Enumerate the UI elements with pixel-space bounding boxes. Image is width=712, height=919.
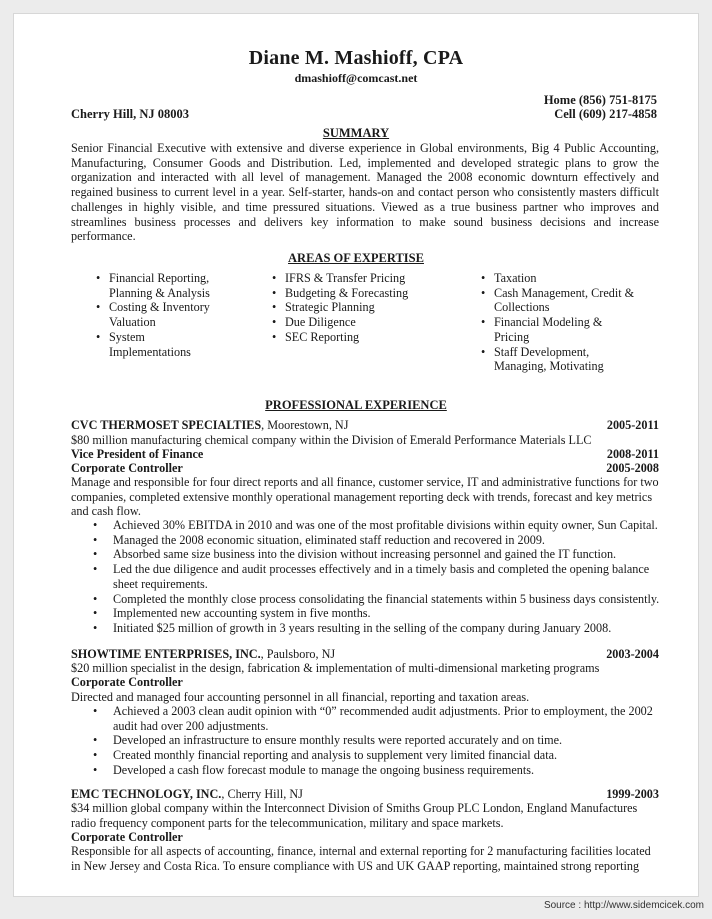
company-name: CVC THERMOSET SPECIALTIES [71, 418, 262, 432]
expertise-item: • Cash Management, Credit & Collections [481, 286, 639, 315]
company-description: $34 million global company within the Interconnect Division of Smiths Group PLC London, England Manufactures radio frequency component parts for the telecommunication, military and space markets. [71, 801, 638, 830]
job-years: 2005-2011 [606, 418, 659, 432]
expertise-item: • IFRS & Transfer Pricing [272, 271, 452, 286]
job-header [71, 418, 659, 433]
company-name: SHOWTIME ENTERPRISES, INC. [71, 647, 261, 661]
job-header [71, 787, 659, 802]
home-phone: Home (856) 751-8175 [543, 93, 657, 107]
job-responsibilities: Manage and responsible for four direct reports and all finance, customer service, IT and administrative functions for two companies, completed extensive monthly operational management reporting deck with trends, forecast and key metrics and cash flow. [71, 475, 659, 519]
job-responsibilities: Responsible for all aspects of accounting, finance, internal and external reporting for 2 manufacturing facilities located in New Jersey and Costa Rica. To ensure compliance with US and UK GAAP reporting, maintained strong reporting [71, 844, 651, 873]
achievement-item: • Completed the monthly close process consolidating the financial statements within 5 business days consistently. [93, 591, 660, 606]
email-address: dmashioff@comcast.net [294, 71, 418, 85]
company-name: EMC TECHNOLOGY, INC. [71, 787, 222, 801]
candidate-name: Diane M. Mashioff, CPA [248, 47, 464, 69]
expertise-item: • Staff Development, Managing, Motivating [481, 345, 639, 374]
expertise-item: • Costing & Inventory Valuation [96, 300, 226, 329]
achievement-item: • Initiated $25 million of growth in 3 years resulting in the selling of the company during January 2008. [93, 620, 612, 635]
role-line [71, 675, 659, 690]
expertise-item: • Due Diligence [272, 315, 452, 330]
role-title: Corporate Controller [71, 461, 183, 475]
job-years: 1999-2003 [606, 787, 659, 801]
achievement-item: • Achieved 30% EBITDA in 2010 and was one of the most profitable divisions within equity owner, Sun Capital. [93, 518, 658, 532]
role-title: Corporate Controller [71, 675, 183, 689]
resume-page [14, 14, 698, 896]
expertise-column-2 [272, 271, 452, 345]
role-title: Vice President of Finance [71, 447, 204, 461]
achievement-item: • Implemented new accounting system in five months. [93, 606, 371, 621]
expertise-item: • Financial Reporting, Planning & Analysis [96, 271, 226, 300]
job-years: 2003-2004 [606, 647, 659, 661]
role-years: 2005-2008 [606, 461, 659, 475]
expertise-item: • Financial Modeling & Pricing [481, 315, 639, 344]
role-line [71, 830, 659, 845]
summary-text: Senior Financial Executive with extensive and diverse experience in Global environments, Big 4 Public Accounting, Manufacturing, Consumer Goods and Distribution. Led, implemented and developed strategic plans to grow the organization and interacted with all level of management. Managed the 2008 economic downturn effectively and regained business to current level in a year. Self-starter, hands-on and contact person who consistently masters difficult challenges in highly visible, and time pressured situations. Viewed as a true business partner who improves and streamlines business processes and delivers key information to make sound business decisions and increase performance. [71, 141, 659, 244]
source-credit: Source : http://www.sidemcicek.com [543, 900, 704, 911]
achievement-list [93, 704, 665, 778]
role-line [71, 447, 659, 462]
achievement-item: • Developed an infrastructure to ensure monthly results were reported accurately and on time. [93, 733, 563, 748]
expertise-column-1 [96, 271, 226, 359]
job-header [71, 647, 659, 662]
achievement-item: • Achieved a 2003 clean audit opinion with “0” recommended audit adjustments. Prior to employment, the 2002 audit had over 200 adjustments. [93, 704, 653, 733]
expertise-item: • Budgeting & Forecasting [272, 286, 452, 301]
summary-heading: SUMMARY [322, 126, 390, 140]
expertise-item: • System Implementations [96, 330, 226, 359]
expertise-column-3 [481, 271, 639, 374]
city-address: Cherry Hill, NJ 08003 [71, 107, 190, 121]
achievement-item: • Absorbed same size business into the division without increasing personnel and gained the IT function. [93, 547, 617, 562]
achievement-item: • Managed the 2008 economic situation, eliminated staff reduction and recovered in 2009. [93, 532, 545, 547]
cell-phone: Cell (609) 217-4858 [554, 107, 657, 121]
achievement-item: • Led the due diligence and audit processes effectively and in a timely basis and completed the opening balance sheet requirements. [93, 562, 650, 591]
role-line [71, 461, 659, 476]
role-years: 2008-2011 [606, 447, 659, 461]
company-location: , Paulsboro, NJ [260, 647, 336, 661]
experience-heading: PROFESSIONAL EXPERIENCE [265, 398, 447, 412]
achievement-item: • Developed a cash flow forecast module to manage the ongoing business requirements. [93, 762, 535, 777]
company-location: , Moorestown, NJ [261, 418, 349, 432]
expertise-heading: AREAS OF EXPERTISE [288, 251, 424, 265]
company-description: $80 million manufacturing chemical company within the Division of Emerald Performance Materials LLC [71, 433, 592, 447]
job-responsibilities: Directed and managed four accounting personnel in all financial, reporting and taxation areas. [71, 690, 530, 704]
achievement-item: • Created monthly financial reporting and analysis to supplement very limited financial data. [93, 748, 558, 763]
role-title: Corporate Controller [71, 830, 183, 844]
expertise-item: • Strategic Planning [272, 300, 452, 315]
company-location: , Cherry Hill, NJ [221, 787, 303, 801]
achievement-list [93, 518, 665, 636]
expertise-item: • SEC Reporting [272, 330, 452, 345]
company-description: $20 million specialist in the design, fabrication & implementation of multi-dimensional marketing programs [71, 661, 600, 675]
expertise-item: • Taxation [481, 271, 639, 286]
